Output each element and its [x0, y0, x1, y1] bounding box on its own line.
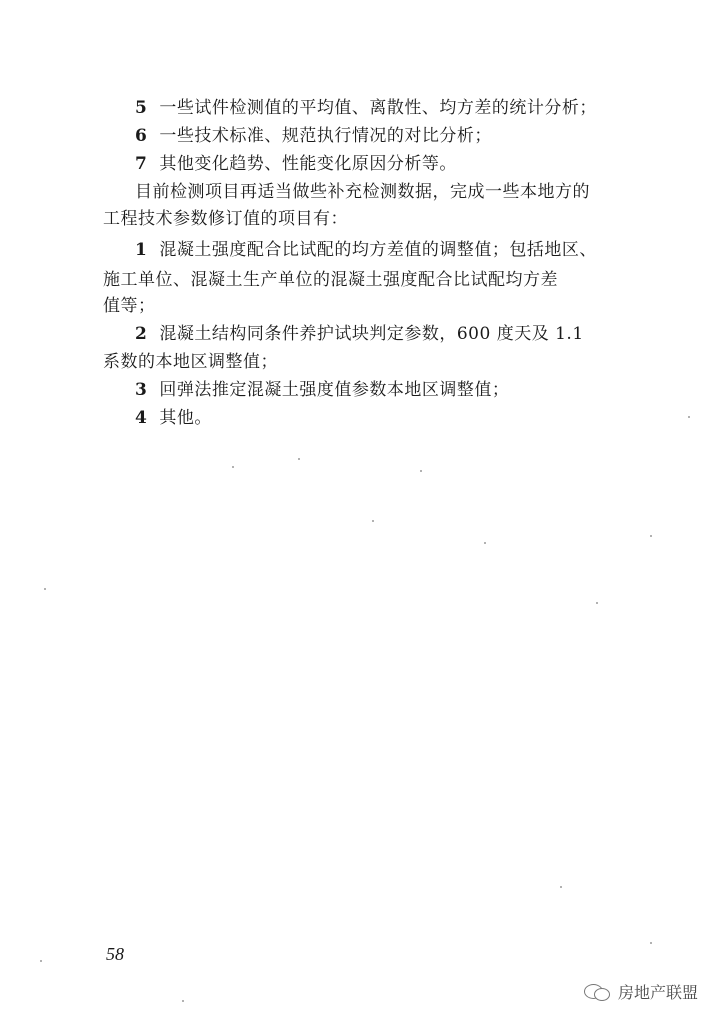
item-number: 2: [135, 324, 148, 344]
scan-speck: [40, 960, 42, 962]
scan-speck: [232, 466, 234, 468]
list-item-6: [135, 124, 492, 148]
scan-speck: [650, 535, 652, 537]
item-text: 一些试件检测值的平均值、离散性、均方差的统计分析；: [159, 98, 597, 118]
scan-speck: [420, 470, 422, 472]
scan-speck: [560, 886, 562, 888]
item-number: 7: [135, 154, 148, 174]
item-text: 混凝土结构同条件养护试块判定参数，600 度天及 1.1: [159, 324, 584, 344]
scan-speck: [182, 1000, 184, 1002]
list-item-4: [135, 406, 212, 430]
scan-speck: [596, 602, 598, 604]
wechat-icon: [584, 982, 612, 1002]
paragraph-text: 目前检测项目再适当做些补充检测数据，完成一些本地方的: [135, 182, 590, 202]
paragraph-line: [103, 350, 278, 374]
item-number: 6: [135, 126, 148, 146]
item-number: 4: [135, 408, 148, 428]
watermark: [584, 980, 698, 1003]
paragraph-text: 值等；: [103, 296, 156, 316]
paragraph-line: [103, 268, 558, 292]
item-number: 3: [135, 380, 148, 400]
scan-speck: [688, 416, 690, 418]
item-text: 混凝土强度配合比试配的均方差值的调整值；包括地区、: [159, 240, 597, 260]
list-item-1: [135, 238, 597, 262]
list-item-5: [135, 96, 597, 120]
list-item-2: [135, 322, 584, 346]
item-number: 5: [135, 98, 148, 118]
page-number: 58: [106, 944, 124, 964]
list-item-3: [135, 378, 509, 402]
item-number: 1: [135, 240, 148, 260]
paragraph-line: [103, 294, 156, 318]
list-item-7: [135, 152, 457, 176]
paragraph-line: [135, 180, 590, 204]
scan-speck: [298, 458, 300, 460]
scan-speck: [484, 542, 486, 544]
paragraph-line: [103, 207, 348, 231]
item-text: 回弹法推定混凝土强度值参数本地区调整值；: [159, 380, 510, 400]
watermark-text: 房地产联盟: [617, 983, 698, 1002]
paragraph-text: 施工单位、混凝土生产单位的混凝土强度配合比试配均方差: [103, 270, 558, 290]
scan-speck: [372, 520, 374, 522]
item-text: 其他变化趋势、性能变化原因分析等。: [159, 154, 457, 174]
scan-speck: [44, 588, 46, 590]
paragraph-text: 系数的本地区调整值；: [103, 352, 278, 372]
item-text: 其他。: [159, 408, 212, 428]
item-text: 一些技术标准、规范执行情况的对比分析；: [159, 126, 492, 146]
paragraph-text: 工程技术参数修订值的项目有：: [103, 209, 348, 229]
scan-speck: [650, 942, 652, 944]
